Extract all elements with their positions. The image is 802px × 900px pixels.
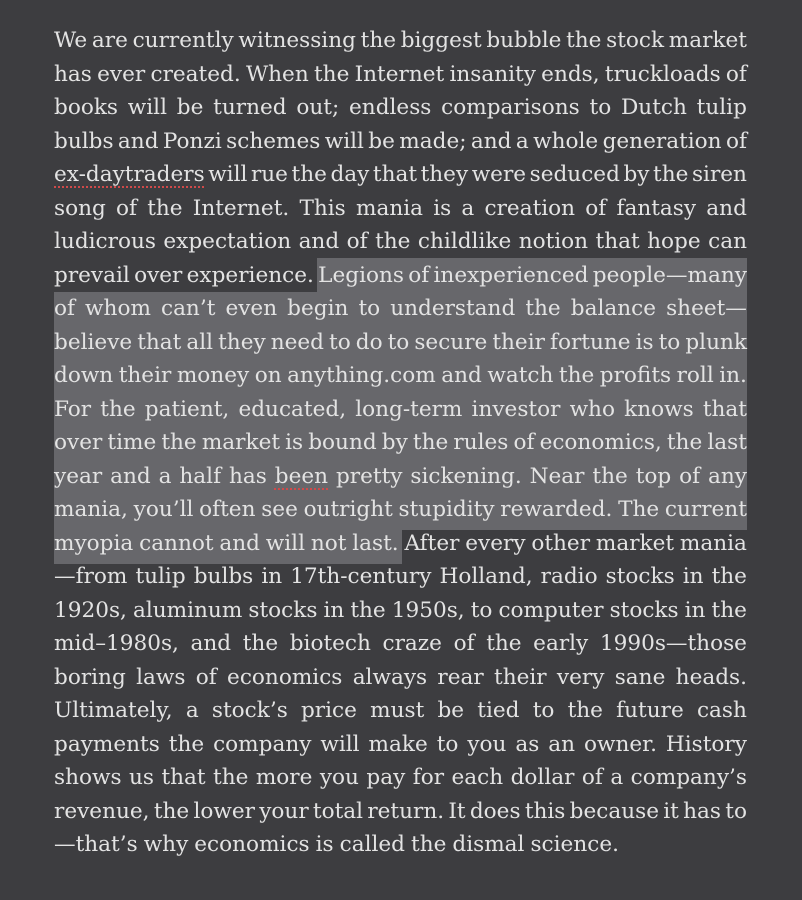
word: any (708, 464, 747, 489)
word: they (420, 162, 469, 187)
word: your (259, 799, 309, 824)
text-line (54, 393, 747, 427)
word: fantasy (616, 196, 697, 221)
word: anything.com (287, 363, 436, 388)
word: —from (54, 564, 128, 589)
word: myopia (54, 531, 134, 556)
word: it (663, 799, 679, 824)
word: that (372, 162, 418, 187)
text-line (54, 91, 747, 125)
word: future (616, 698, 684, 723)
word: song (54, 196, 106, 221)
word: the (213, 765, 249, 790)
text-line (54, 627, 747, 661)
word: company’s (630, 765, 747, 790)
word: company (213, 732, 312, 757)
word: a (461, 196, 475, 221)
word: top (635, 464, 672, 489)
word: year (54, 464, 103, 489)
word: Internet. (192, 196, 290, 221)
word: rewarded. (500, 497, 613, 522)
word: radio (540, 564, 598, 589)
word: rear (437, 665, 484, 690)
word: by (381, 430, 408, 455)
word: bulbs (54, 129, 114, 154)
word: the (168, 732, 205, 757)
word: even (225, 296, 278, 321)
word: the (711, 564, 747, 589)
word: has (54, 62, 92, 87)
word: of (679, 464, 701, 489)
word: truckloads (604, 62, 721, 87)
word: For (54, 397, 92, 422)
word: been (274, 464, 329, 489)
word: and (110, 464, 151, 489)
text-line (54, 225, 747, 259)
word: and (190, 631, 232, 656)
word: market (201, 430, 281, 455)
word: endless (349, 95, 432, 120)
text-line (54, 125, 747, 159)
word: in (261, 564, 283, 589)
word: laws (136, 665, 186, 690)
word: We (54, 28, 88, 53)
word: cash (696, 698, 747, 723)
word: very (556, 665, 605, 690)
text-line (54, 728, 747, 762)
word: created. (150, 62, 241, 87)
text-line (54, 24, 747, 58)
word: stock’s (211, 698, 288, 723)
word: watch (487, 363, 554, 388)
word: last. (352, 531, 399, 556)
text-line (54, 493, 747, 527)
word: Legions (318, 263, 404, 288)
text-line (54, 694, 747, 728)
word: for (412, 765, 445, 790)
word: do (355, 330, 383, 355)
word: the (360, 28, 397, 53)
word: and (470, 129, 512, 154)
word: price (300, 698, 357, 723)
word: market (668, 28, 747, 53)
word: early (533, 631, 589, 656)
word: a (610, 765, 624, 790)
word: a (185, 698, 199, 723)
word: last (707, 430, 747, 455)
word: of (581, 765, 603, 790)
word: to (589, 95, 612, 120)
word: the (653, 162, 689, 187)
word: the (375, 229, 411, 254)
word: mania, (54, 497, 128, 522)
word: over (134, 263, 183, 288)
word: stupidity (398, 497, 495, 522)
word: witnessing (238, 28, 356, 53)
word: After (404, 531, 460, 556)
word: of (453, 631, 475, 656)
word: money (176, 363, 250, 388)
word: whole (533, 129, 599, 154)
word: of (585, 196, 607, 221)
text-line (54, 761, 747, 795)
word: us (129, 765, 154, 790)
word: notion (518, 229, 589, 254)
word: lower (193, 799, 255, 824)
word: outright (303, 497, 393, 522)
word: will (265, 531, 305, 556)
word: the (666, 430, 703, 455)
word: ex-daytraders (54, 162, 205, 187)
word: made; (399, 129, 467, 154)
word: must (370, 698, 425, 723)
text-line (54, 259, 747, 293)
word: people—many (592, 263, 747, 288)
word: who (569, 397, 615, 422)
word: of (116, 196, 138, 221)
word: stocks (248, 598, 318, 623)
text-line (54, 58, 747, 92)
word: every (465, 531, 526, 556)
word: stock (606, 28, 665, 53)
word: of (725, 62, 747, 87)
word: Near (529, 464, 585, 489)
word: rue (250, 162, 288, 187)
word: economics (227, 665, 343, 690)
text-line (54, 158, 747, 192)
word: patient, (144, 397, 230, 422)
word: in (684, 598, 706, 623)
text-line (54, 460, 747, 494)
word: see (261, 497, 298, 522)
word: you (319, 765, 359, 790)
text-line (54, 661, 747, 695)
word: a (515, 129, 529, 154)
word: are (91, 28, 128, 53)
word: not (310, 531, 347, 556)
word: When (245, 62, 309, 87)
word: dollar (510, 765, 575, 790)
word: mania (679, 531, 747, 556)
word: that (702, 397, 747, 422)
word: owner. (584, 732, 657, 757)
word: to (658, 330, 681, 355)
word: ever (97, 62, 146, 87)
word: secure (414, 330, 488, 355)
word: the (411, 832, 447, 857)
text-line (54, 426, 747, 460)
word: always (352, 665, 428, 690)
word: is (635, 330, 654, 355)
text-line (54, 828, 747, 862)
text-line (54, 560, 747, 594)
word: the (525, 296, 561, 321)
word: believe (54, 330, 133, 355)
word: History (665, 732, 747, 757)
word: mania (355, 196, 424, 221)
word: 1920s, (54, 598, 127, 623)
word: you’ll (133, 497, 194, 522)
word: out; (296, 95, 340, 120)
word: has (228, 464, 267, 489)
word: educated, (238, 397, 347, 422)
word: creation (484, 196, 576, 221)
word: knows (624, 397, 694, 422)
word: aluminum (132, 598, 243, 623)
word: rules (453, 430, 509, 455)
word: and (706, 196, 747, 221)
word: pretty (335, 464, 403, 489)
word: the (313, 62, 350, 87)
word: the (412, 430, 449, 455)
word: day (330, 162, 370, 187)
word: 1950s, (391, 598, 465, 623)
word: revenue, (54, 799, 150, 824)
word: computer (498, 598, 604, 623)
word: boring (54, 665, 126, 690)
word: often (199, 497, 256, 522)
word: will (320, 732, 360, 757)
word: they (218, 330, 266, 355)
word: to (725, 799, 747, 824)
word: to (436, 732, 459, 757)
word: the (592, 464, 628, 489)
word: the (100, 397, 136, 422)
word: mid–1980s, (54, 631, 179, 656)
word: half (179, 464, 222, 489)
word: and (298, 229, 340, 254)
word: the (161, 430, 197, 455)
word: the (242, 631, 279, 656)
word: science. (530, 832, 619, 857)
word: the (711, 598, 747, 623)
word: 17th-century (290, 564, 432, 589)
word: whom (85, 296, 151, 321)
word: and (117, 129, 159, 154)
word: bulbs (193, 564, 254, 589)
word: fortune (549, 330, 631, 355)
word: be (176, 95, 204, 120)
word: this (524, 799, 566, 824)
word: craze (382, 631, 442, 656)
word: down (54, 363, 114, 388)
word: inexperienced (433, 263, 589, 288)
word: dismal (452, 832, 525, 857)
word: Dutch (620, 95, 687, 120)
word: to (532, 698, 555, 723)
text-line (54, 594, 747, 628)
word: Ultimately, (54, 698, 173, 723)
word: why (143, 832, 189, 857)
word: to (470, 598, 493, 623)
word: pay (366, 765, 406, 790)
word: market (595, 531, 675, 556)
word: schemes (226, 129, 321, 154)
word: siren (691, 162, 747, 187)
word: generation (602, 129, 722, 154)
word: in. (719, 363, 747, 388)
word: the (350, 598, 386, 623)
word: experience. (186, 263, 314, 288)
word: as (515, 732, 540, 757)
word: an (548, 732, 576, 757)
word: sane (614, 665, 666, 690)
word: economics, (539, 430, 662, 455)
word: is (315, 832, 334, 857)
word: on (254, 363, 282, 388)
text-line (54, 292, 747, 326)
word: be (368, 129, 395, 154)
word: currently (132, 28, 234, 53)
word: that (137, 330, 182, 355)
word: tied (477, 698, 520, 723)
word: other (531, 531, 591, 556)
word: bound (308, 430, 377, 455)
word: of (725, 129, 747, 154)
word: sheet— (666, 296, 747, 321)
word: long-term (355, 397, 463, 422)
word: and (441, 363, 482, 388)
word: will (127, 95, 167, 120)
word: their (492, 330, 545, 355)
word: you (467, 732, 507, 757)
word: insanity (449, 62, 536, 87)
word: is (285, 430, 304, 455)
word: comparisons (441, 95, 580, 120)
word: make (368, 732, 428, 757)
word: —that’s (54, 832, 138, 857)
word: the (153, 799, 190, 824)
word: to (358, 296, 381, 321)
word: stocks (605, 564, 675, 589)
text-line (54, 359, 747, 393)
word: seduced (529, 162, 620, 187)
word: each (451, 765, 504, 790)
word: balance (570, 296, 657, 321)
word: stocks (609, 598, 679, 623)
word: turned (213, 95, 287, 120)
word: understand (390, 296, 516, 321)
word: heads. (675, 665, 747, 690)
word: the (567, 698, 603, 723)
text-line (54, 527, 747, 561)
word: a (158, 464, 172, 489)
word: that (595, 229, 640, 254)
word: expectation (163, 229, 292, 254)
word: prevail (54, 263, 130, 288)
word: It (448, 799, 466, 824)
word: books (54, 95, 118, 120)
word: economics (194, 832, 310, 857)
word: sickening. (410, 464, 522, 489)
word: Internet (354, 62, 445, 87)
word: ends, (541, 62, 600, 87)
word: of (513, 430, 535, 455)
word: This (299, 196, 346, 221)
word: tulip (135, 564, 186, 589)
word: 1990s—those (599, 631, 747, 656)
word: time (107, 430, 157, 455)
word: Ponzi (162, 129, 222, 154)
word: is (433, 196, 452, 221)
word: need (270, 330, 325, 355)
word: The (618, 497, 660, 522)
word: be (437, 698, 465, 723)
word: called (339, 832, 406, 857)
word: investor (471, 397, 561, 422)
word: to (329, 330, 351, 355)
text-line (54, 192, 747, 226)
word: because (569, 799, 659, 824)
word: roll (676, 363, 714, 388)
word: payments (54, 732, 160, 757)
text-line (54, 326, 747, 360)
word: the (291, 162, 327, 187)
word: Holland, (439, 564, 533, 589)
word: to (387, 330, 410, 355)
word: ludicrous (54, 229, 156, 254)
word: has (683, 799, 721, 824)
word: does (469, 799, 521, 824)
word: profits (599, 363, 672, 388)
word: in (323, 598, 345, 623)
word: of (195, 665, 217, 690)
word: the (147, 196, 183, 221)
word: over (54, 430, 103, 455)
word: and (219, 531, 260, 556)
word: tulip (696, 95, 747, 120)
word: hope (647, 229, 701, 254)
word: their (494, 665, 547, 690)
word: that (161, 765, 206, 790)
word: will (208, 162, 248, 187)
word: plunk (685, 330, 747, 355)
word: their (118, 363, 172, 388)
word: will (324, 129, 364, 154)
word: cannot (139, 531, 214, 556)
word: biotech (289, 631, 371, 656)
word: childlike (417, 229, 512, 254)
word: shows (54, 765, 122, 790)
word: of (346, 229, 368, 254)
word: of (408, 263, 430, 288)
word: can (708, 229, 747, 254)
word: total (312, 799, 364, 824)
word: return. (367, 799, 445, 824)
word: the (558, 363, 595, 388)
word: in (682, 564, 704, 589)
word: of (54, 296, 75, 321)
word: the (486, 631, 522, 656)
word: the (566, 28, 602, 53)
word: all (186, 330, 214, 355)
word: bubble (486, 28, 562, 53)
word: by (623, 162, 650, 187)
word: can’t (160, 296, 216, 321)
word: biggest (400, 28, 482, 53)
text-line (54, 795, 747, 829)
word: were (471, 162, 527, 187)
word: current (664, 497, 747, 522)
word: more (255, 765, 313, 790)
word: begin (287, 296, 349, 321)
